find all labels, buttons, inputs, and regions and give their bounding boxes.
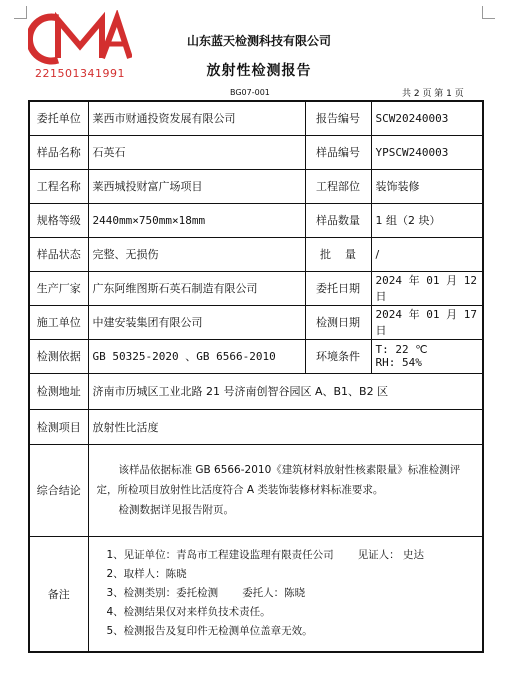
value-manufacturer: 广东阿维图斯石英石制造有限公司: [88, 271, 305, 305]
value-spec: 2440mm×750mm×18mm: [88, 203, 305, 237]
table-row: [29, 409, 483, 444]
page-info: 共 2 页 第 1 页: [402, 89, 464, 99]
table-row: [29, 305, 483, 339]
label-spec: 规格等级: [29, 203, 88, 237]
label-conclusion: 综合结论: [29, 444, 88, 536]
value-report-no: SCW20240003: [371, 101, 483, 135]
value-environment: [371, 339, 483, 373]
label-client: 委托单位: [29, 101, 88, 135]
table-row: [29, 169, 483, 203]
value-item: 放射性比活度: [88, 409, 483, 444]
label-notes: 备注: [29, 536, 88, 652]
value-batch: /: [371, 237, 483, 271]
label-sample-name: 样品名称: [29, 135, 88, 169]
label-manufacturer: 生产厂家: [29, 271, 88, 305]
value-notes: [88, 536, 483, 652]
company-name: 山东蓝天检测科技有限公司: [186, 34, 331, 48]
label-basis: 检测依据: [29, 339, 88, 373]
conclusion-line-1: 该样品依据标准 GB 6566-2010《建筑材料放射性核素限量》标准检测评定，所检项目放射性比活度符合 A 类装饰装修材料标准要求。: [96, 464, 461, 496]
note-2: 2、取样人：陈晓: [106, 568, 187, 581]
value-quantity: 1 组（2 块）: [371, 203, 483, 237]
label-report-no: 报告编号: [305, 101, 371, 135]
value-state: 完整、无损伤: [88, 237, 305, 271]
note-1: [107, 546, 477, 565]
report-title: 放射性检测报告: [206, 63, 312, 79]
value-address: 济南市历城区工业北路 21 号济南创智谷园区 A、B1、B2 区: [88, 373, 483, 409]
table-row: [29, 101, 483, 135]
value-humidity: RH: 54%: [375, 356, 422, 369]
note-1-witness-unit: 1、见证单位：青岛市工程建设监理有限责任公司: [106, 549, 334, 562]
conclusion-line-2: 检测数据详见报告附页。: [118, 504, 234, 516]
cma-certificate-number: 221501341991: [35, 67, 125, 80]
table-row: [29, 536, 483, 652]
value-conclusion: [88, 444, 483, 536]
value-sample-no: YPSCW240003: [371, 135, 483, 169]
value-contractor: 中建安装集团有限公司: [88, 305, 305, 339]
label-environment: 环境条件: [305, 339, 371, 373]
value-sample-name: 石英石: [88, 135, 305, 169]
label-commission-date: 委托日期: [305, 271, 371, 305]
label-state: 样品状态: [29, 237, 88, 271]
cma-logo-mark: [28, 10, 132, 66]
value-client: 莱西市财通投资发展有限公司: [88, 101, 305, 135]
table-row: [29, 237, 483, 271]
value-temperature: T: 22 ℃: [375, 343, 428, 356]
note-3: [107, 584, 477, 603]
note-1-witness: 见证人： 史达: [357, 549, 425, 562]
table-row: [29, 373, 483, 409]
crop-mark-top-right: [482, 6, 495, 19]
label-quantity: 样品数量: [305, 203, 371, 237]
label-project-part: 工程部位: [305, 169, 371, 203]
value-test-date: 2024 年 01 月 17 日: [371, 305, 483, 339]
value-project: 莱西城投财富广场项目: [88, 169, 305, 203]
label-test-date: 检测日期: [305, 305, 371, 339]
table-row: [29, 271, 483, 305]
value-project-part: 装饰装修: [371, 169, 483, 203]
table-row: [29, 444, 483, 536]
note-3-commissioner: 委托人：陈晓: [242, 587, 306, 600]
report-table: [28, 100, 484, 653]
note-3-category: 3、检测类别：委托检测: [106, 587, 219, 600]
table-row: [29, 339, 483, 373]
table-row: [29, 135, 483, 169]
label-project: 工程名称: [29, 169, 88, 203]
crop-mark-top-left: [14, 6, 27, 19]
label-sample-no: 样品编号: [305, 135, 371, 169]
label-batch: 批 量: [305, 237, 371, 271]
note-4: 4、检测结果仅对来样负技术责任。: [106, 606, 271, 619]
label-contractor: 施工单位: [29, 305, 88, 339]
document-code: BG07-001: [230, 88, 270, 97]
note-5: 5、检测报告及复印件无检测单位盖章无效。: [106, 625, 313, 638]
value-basis: GB 50325-2020 、GB 6566-2010: [88, 339, 305, 373]
value-commission-date: 2024 年 01 月 12 日: [371, 271, 483, 305]
table-row: [29, 203, 483, 237]
label-address: 检测地址: [29, 373, 88, 409]
label-item: 检测项目: [29, 409, 88, 444]
